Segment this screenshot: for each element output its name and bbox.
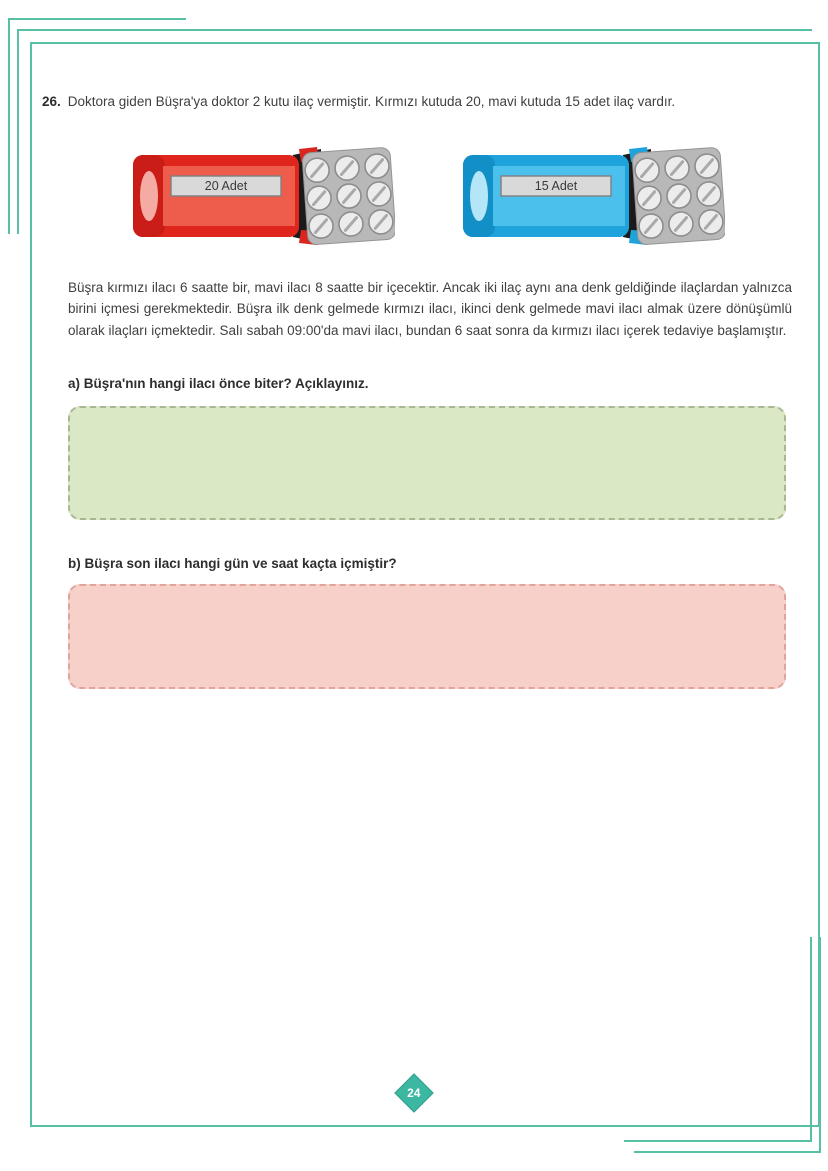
frame-line (624, 1140, 812, 1142)
box-highlight (470, 171, 488, 221)
frame-line (17, 29, 19, 234)
blue-box-count-label: 15 Adet (534, 179, 578, 193)
box-highlight (140, 171, 158, 221)
blue-medicine-box-illustration (463, 147, 725, 245)
frame-line (634, 1151, 821, 1153)
frame-line (8, 18, 10, 234)
pill-grid (304, 153, 393, 239)
question-number: 26. (42, 94, 61, 109)
blister-pack (632, 147, 725, 245)
part-b-label: b) Büşra son ilacı hangi gün ve saat kaçta içmiştir? (68, 556, 397, 571)
answer-box-b (68, 584, 786, 689)
question-header (42, 92, 790, 112)
question-intro-text: Doktora giden Büşra'ya doktor 2 kutu ilaç vermiştir. Kırmızı kutuda 20, mavi kutuda 15 adet ilaç vardır. (67, 94, 676, 109)
frame-line (17, 29, 812, 31)
red-box-count-label: 20 Adet (204, 179, 248, 193)
pill-grid (634, 153, 723, 239)
red-medicine-box-illustration (133, 147, 395, 245)
page-number: 24 (407, 1085, 421, 1100)
answer-box-a (68, 406, 786, 520)
blister-pack (302, 147, 395, 245)
frame-line (8, 18, 186, 20)
question-body-text: Büşra kırmızı ilacı 6 saatte bir, mavi ilacı 8 saatte bir içecektir. Ancak iki ilaç aynı ana denk geldiğinde ilaçlardan yalnızca birini içmesi gerekmektedir. Büşra ilk denk gelmede kırmızı ilacı, ikinci denk gelmede mavi ilacı almak üzere dönüşümlü olarak ilaçları içmektedir. Salı sabah 09:00'da mavi ilacı, bundan 6 saat sonra da kırmızı ilacı içerek tedaviye başlamıştır. (68, 280, 792, 338)
part-a-label: a) Büşra'nın hangi ilacı önce biter? Açıklayınız. (68, 376, 369, 391)
